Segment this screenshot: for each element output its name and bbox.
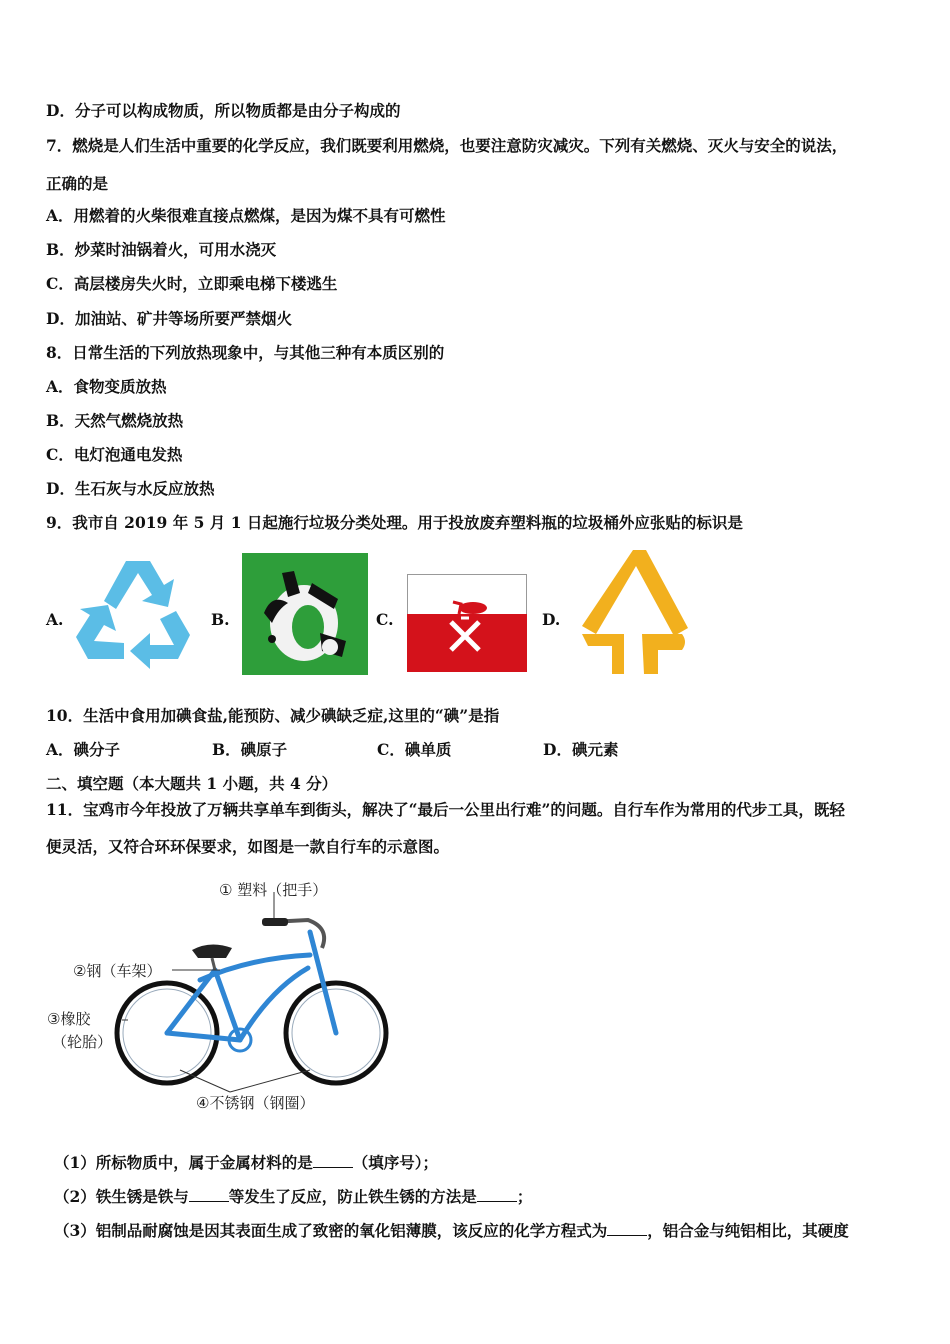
callout-rubber-tire-note: （轮胎） [52,1033,113,1051]
q8-option-a: A．食物变质放热 [46,377,167,396]
harmful-waste-icon [407,574,527,672]
answer-blank[interactable] [189,1187,229,1202]
callout-rubber-tire: ③橡胶 [47,1010,91,1028]
q7-option-b: B．炒菜时油锅着火，可用水浇灭 [46,240,277,259]
q11-sub3 [54,1221,849,1241]
q11-sub1 [54,1153,438,1173]
answer-blank[interactable] [477,1187,517,1202]
q9-label-b: B. [211,610,230,629]
q11-sub3-text: （3）铝制品耐腐蚀是因其表面生成了致密的氧化铝薄膜，该反应的化学方程式为 [54,1221,608,1240]
q10-option-d: D．碘元素 [543,740,619,759]
q11-sub3-text-end: ，铝合金与纯铝相比，其硬度 [647,1221,849,1240]
callout-stainless-rim: ④不锈钢（钢圈） [196,1094,315,1112]
kitchen-waste-icon [242,553,368,675]
q11-sub2-text-mid: 等发生了反应，防止铁生锈的方法是 [228,1187,477,1206]
q8-option-b: B．天然气燃烧放热 [46,411,184,430]
q7-option-d: D．加油站、矿井等场所要严禁烟火 [46,309,292,328]
q11-sub2-text-end: ； [516,1187,533,1206]
q7-stem-cont: 正确的是 [46,174,109,193]
q6-option-d: D．分子可以构成物质，所以物质都是由分子构成的 [46,101,401,120]
q8-option-c: C．电灯泡通电发热 [46,445,183,464]
answer-blank[interactable] [607,1221,647,1236]
q9-stem: 9．我市自 2019 年 5 月 1 日起施行垃圾分类处理。用于投放废弃塑料瓶的垃圾桶外应张贴的标识是 [46,513,743,532]
bicycle-diagram [40,870,410,1120]
q11-sub1-text: （1）所标物质中，属于金属材料的是 [54,1153,313,1172]
q11-stem-cont: 便灵活，又符合环环保要求，如图是一款自行车的示意图。 [46,837,450,856]
q11-stem: 11．宝鸡市今年投放了万辆共享单车到街头，解决了“最后一公里出行难”的问题。自行车作为常用的代步工具，既轻 [46,800,845,819]
q8-stem: 8．日常生活的下列放热现象中，与其他三种有本质区别的 [46,343,445,362]
q8-option-d: D．生石灰与水反应放热 [46,479,215,498]
q10-option-c: C．碘单质 [377,740,452,759]
q7-option-a: A．用燃着的火柴很难直接点燃煤，是因为煤不具有可燃性 [46,206,446,225]
q11-sub2 [54,1187,532,1207]
q10-option-b: B．碘原子 [212,740,288,759]
callout-steel-frame: ②钢（车架） [73,962,162,980]
q11-sub1-text-end: （填序号）； [352,1153,439,1172]
q9-label-d: D. [542,610,561,629]
section-two-heading: 二、填空题（本大题共 1 小题，共 4 分） [46,774,338,793]
q9-label-c: C. [376,610,394,629]
callout-plastic-handle: ① 塑料（把手） [219,881,328,899]
q7-option-c: C．高层楼房失火时，立即乘电梯下楼逃生 [46,274,338,293]
q7-stem: 7．燃烧是人们生活中重要的化学反应，我们既要利用燃烧，也要注意防灾减灾。下列有关燃烧、灭火与安全的说法， [46,136,848,155]
recycle-icon [76,555,200,673]
q10-option-a: A．碘分子 [46,740,121,759]
q10-stem: 10．生活中食用加碘食盐,能预防、减少碘缺乏症,这里的“碘”是指 [46,706,500,725]
answer-blank[interactable] [313,1153,353,1168]
q11-sub2-text: （2）铁生锈是铁与 [54,1187,189,1206]
other-waste-icon [578,550,688,676]
q9-label-a: A. [46,610,64,629]
